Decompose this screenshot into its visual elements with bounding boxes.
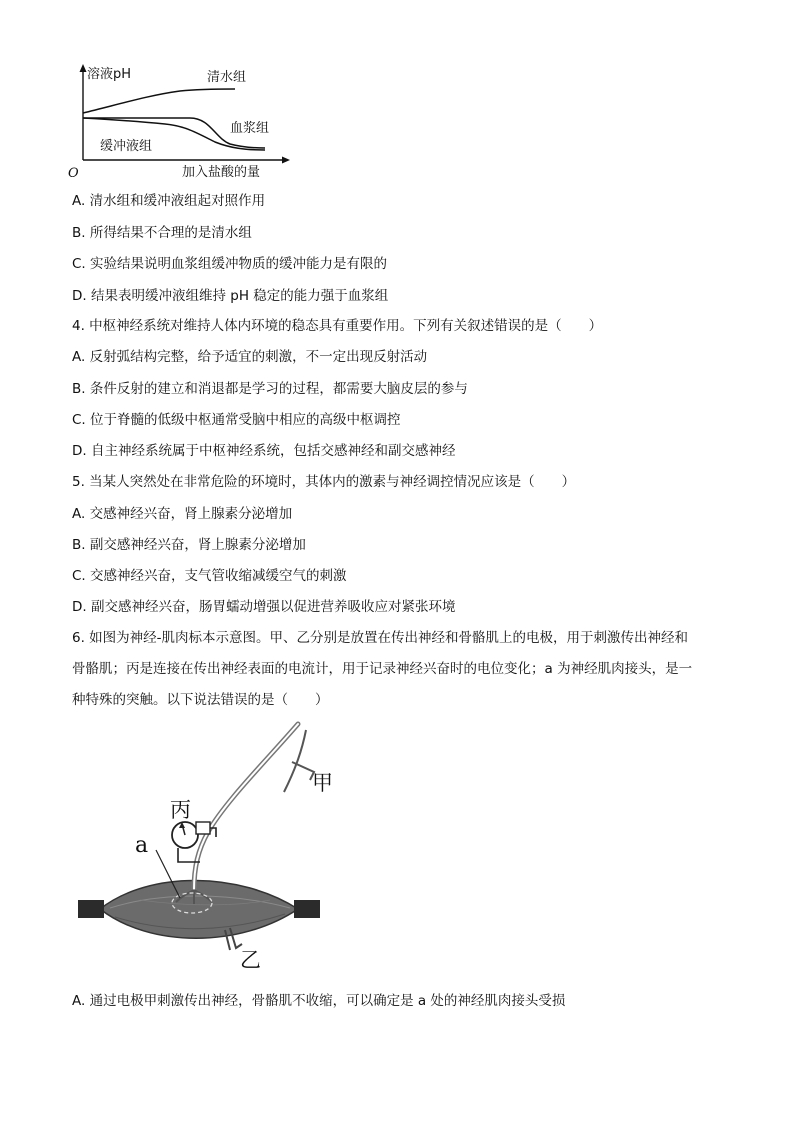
q3-option-b: B. 所得结果不合理的是清水组	[72, 225, 252, 241]
q3-option-d: D. 结果表明缓冲液组维持 pH 稳定的能力强于血浆组	[72, 288, 389, 304]
q5-option-a: A. 交感神经兴奋，肾上腺素分泌增加	[72, 506, 293, 522]
q6-stem-line-1: 6. 如图为神经-肌肉标本示意图。甲、乙分别是放置在传出神经和骨骼肌上的电极，用于刺激传出神经和	[72, 630, 689, 646]
q4-option-d: D. 自主神经系统属于中枢神经系统，包括交感神经和副交感神经	[72, 443, 456, 459]
skeletal-muscle	[100, 880, 298, 938]
origin-label: O	[68, 166, 79, 181]
x-axis-arrow	[282, 157, 290, 164]
right-tendon	[294, 900, 320, 918]
y-axis-label: 溶液pH	[87, 67, 132, 82]
q5-option-b: B. 副交感神经兴奋，肾上腺素分泌增加	[72, 537, 306, 553]
left-tendon	[78, 900, 104, 918]
curve-label-clear-water: 清水组	[207, 70, 247, 85]
q4-option-a: A. 反射弧结构完整，给予适宜的刺激，不一定出现反射活动	[72, 349, 428, 365]
q3-option-c: C. 实验结果说明血浆组缓冲物质的缓冲能力是有限的	[72, 256, 388, 272]
q5-option-d: D. 副交感神经兴奋，肠胃蠕动增强以促进营养吸收应对紧张环境	[72, 599, 456, 615]
q6-stem-line-2: 骨骼肌；丙是连接在传出神经表面的电流计，用于记录神经兴奋时的电位变化；a 为神经肌肉接头，是一	[72, 661, 693, 677]
q4-stem: 4. 中枢神经系统对维持人体内环境的稳态具有重要作用。下列有关叙述错误的是（ ）	[72, 318, 603, 334]
label-bing: 丙	[170, 798, 191, 822]
curve-label-buffer: 缓冲液组	[100, 139, 153, 154]
label-jia: 甲	[312, 771, 333, 795]
q3-option-a: A. 清水组和缓冲液组起对照作用	[72, 193, 266, 209]
q4-option-b: B. 条件反射的建立和消退都是学习的过程，都需要大脑皮层的参与	[72, 381, 468, 397]
y-axis-arrow	[80, 64, 87, 72]
q4-option-c: C. 位于脊髓的低级中枢通常受脑中相应的高级中枢调控	[72, 412, 401, 428]
q5-option-c: C. 交感神经兴奋，支气管收缩减缓空气的刺激	[72, 568, 347, 584]
label-yi: 乙	[240, 948, 261, 972]
x-axis-label: 加入盐酸的量	[182, 165, 261, 180]
curve-label-plasma: 血浆组	[230, 121, 270, 136]
q5-stem: 5. 当某人突然处在非常危险的环境时，其体内的激素与神经调控情况应该是（ ）	[72, 474, 576, 490]
q6-stem-line-3: 种特殊的突触。以下说法错误的是（ ）	[72, 692, 329, 708]
curve-clear-water	[83, 89, 235, 113]
ph-curve-graph	[60, 60, 300, 185]
nerve-muscle-diagram	[70, 722, 333, 977]
q6-option-a: A. 通过电极甲刺激传出神经，骨骼肌不收缩，可以确定是 a 处的神经肌肉接头受损	[72, 993, 566, 1009]
label-a: a	[135, 833, 149, 858]
efferent-nerve	[194, 724, 298, 890]
